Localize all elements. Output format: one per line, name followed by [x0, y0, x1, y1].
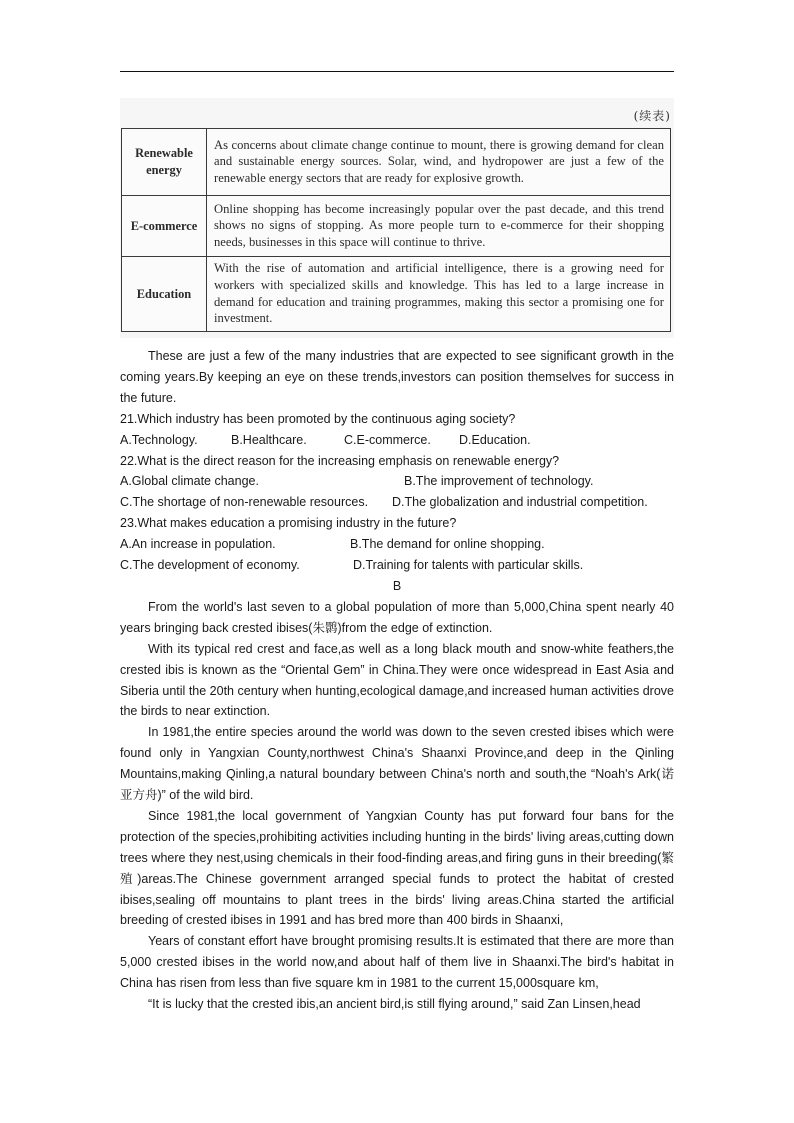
option-a[interactable]: A.Global climate change. — [120, 474, 259, 489]
table-row — [122, 196, 671, 257]
sector-cell: Renewable energy — [122, 129, 207, 196]
question-stem: 22.What is the direct reason for the increasing emphasis on renewable energy? — [120, 453, 560, 468]
passage-a-closing-paragraph: These are just a few of the many industries that are expected to see significant growth in the coming years.By keeping an eye on these trends,investors can position themselves for success in the future. — [120, 349, 674, 405]
question-21 — [120, 409, 674, 451]
option-b[interactable]: B.The demand for online shopping. — [350, 537, 545, 552]
passage-b-paragraph: Since 1981,the local government of Yangxian County has put forward four bans for the protection of the species,prohibiting activities including hunting in the birds' living areas,cutting down trees where they nest,using chemicals in their food-finding areas,and firing guns in their breeding(繁殖)areas.The Chinese government arranged special funds to protect the habitat of crested ibises,sealing off mountains to plant trees in the birds' living areas.China started the artificial breeding of crested ibises in 1991 and has bred more than 400 birds in Shaanxi, — [120, 808, 674, 928]
description-cell: With the rise of automation and artificial intelligence, there is a growing need for workers with specialized skills and knowledge. This has led to a large increase in demand for education and training programmes, making this sector a promising one for investment. — [207, 257, 671, 332]
answer-options-row-1 — [120, 471, 674, 492]
option-d[interactable]: D.The globalization and industrial competition. — [392, 495, 648, 510]
industry-table — [121, 128, 671, 332]
answer-options-row-1 — [120, 534, 674, 555]
description-cell: As concerns about climate change continue to mount, there is growing demand for clean and sustainable energy sources. Solar, wind, and hydropower are just a few of the renewable energy sectors that are ready for explosive growth. — [207, 129, 671, 196]
option-b[interactable]: B.Healthcare. — [231, 432, 307, 447]
sector-cell: E-commerce — [122, 196, 207, 257]
passage-b-paragraph: With its typical red crest and face,as well as a long black mouth and snow-white feathers,the crested ibis is known as the “Oriental Gem” in China.They were once widespread in East Asia and Siberia until the 20th century when hunting,ecological damage,and increased human activities drove the birds to near extinction. — [120, 641, 674, 719]
passage-b-paragraph: “It is lucky that the crested ibis,an ancient bird,is still flying around,” said Zan Linsen,head — [148, 997, 641, 1012]
document-body — [120, 346, 674, 1015]
sector-cell: Education — [122, 257, 207, 332]
option-d[interactable]: D.Education. — [459, 432, 531, 447]
answer-options-row-2 — [120, 492, 674, 513]
answer-options-row-2 — [120, 555, 674, 576]
option-b[interactable]: B.The improvement of technology. — [404, 474, 594, 489]
continued-table-label: (续表) — [633, 109, 671, 123]
question-stem: 21.Which industry has been promoted by the continuous aging society? — [120, 411, 516, 426]
section-heading-b: B — [392, 578, 402, 593]
option-c[interactable]: C.The development of economy. — [120, 558, 300, 573]
answer-options — [120, 430, 674, 451]
question-23 — [120, 513, 674, 576]
table-row — [122, 257, 671, 332]
option-a[interactable]: A.An increase in population. — [120, 537, 276, 552]
header-rule — [120, 71, 674, 72]
option-d[interactable]: D.Training for talents with particular skills. — [353, 558, 584, 573]
option-c[interactable]: C.E-commerce. — [344, 432, 431, 447]
question-stem: 23.What makes education a promising industry in the future? — [120, 516, 457, 531]
option-c[interactable]: C.The shortage of non-renewable resources. — [120, 495, 369, 510]
passage-b-paragraph: Years of constant effort have brought promising results.It is estimated that there are more than 5,000 crested ibises in the world now,and about half of them live in Shaanxi.The bird's habitat in China has risen from less than five square km in 1981 to the current 15,000square km, — [120, 934, 674, 991]
question-22 — [120, 451, 674, 514]
passage-b-paragraph: From the world's last seven to a global population of more than 5,000,China spent nearly 40 years bringing back crested ibises(朱鹮)from the edge of extinction. — [120, 599, 674, 635]
passage-b-paragraph: In 1981,the entire species around the world was down to the seven crested ibises which were found only in Yangxian County,northwest China's Shaanxi Province,and deep in the Qinling Mountains,making Qinling,a natural boundary between China's north and south,the “Noah's Ark(诺亚方舟)” of the wild bird. — [120, 725, 674, 803]
description-cell: Online shopping has become increasingly popular over the past decade, and this trend shows no signs of stopping. As more people turn to e-commerce for their shopping needs, businesses in this space will continue to thrive. — [207, 196, 671, 257]
table-row — [122, 129, 671, 196]
option-a[interactable]: A.Technology. — [120, 432, 198, 447]
